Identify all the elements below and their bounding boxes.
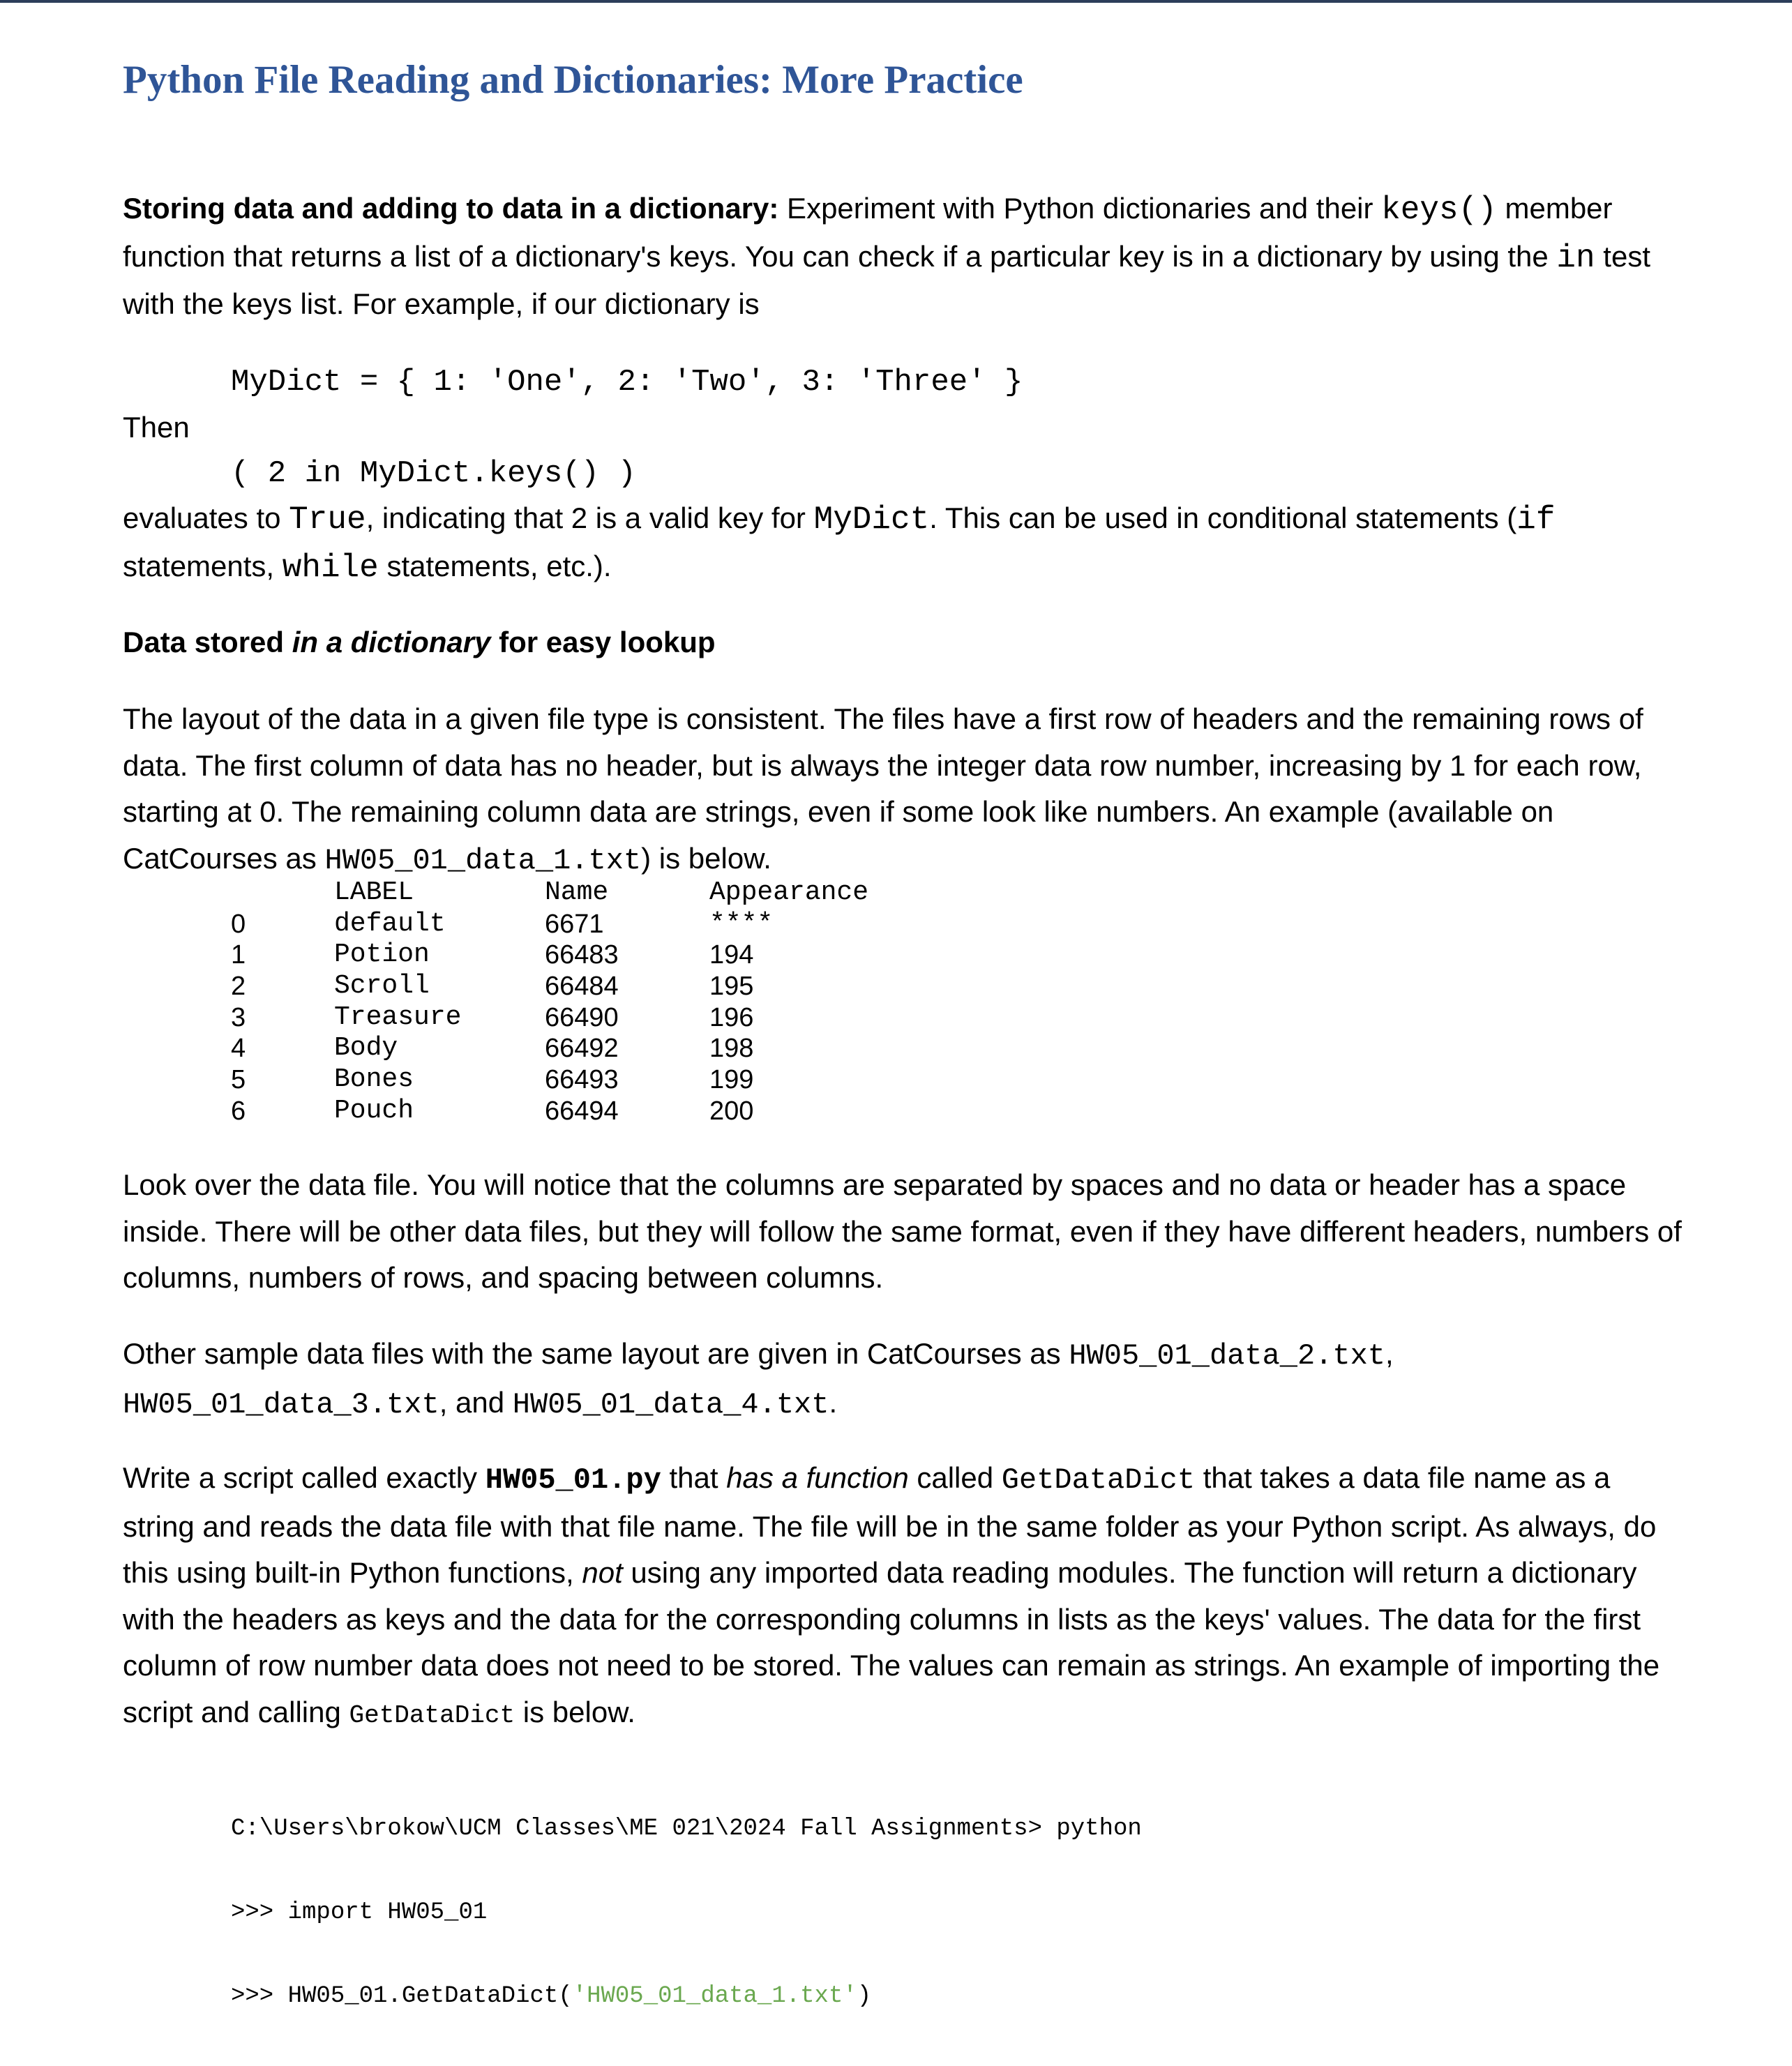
assignment-text: that takes a data file name as a string and reads the data file with that file name. The file will be in the same folder as your Python script. As always, do this using built-in Python functions,	[123, 1461, 1657, 1589]
assignment-text: Write a script called exactly	[123, 1461, 485, 1494]
then-label: Then	[123, 411, 190, 444]
terminal-text: )	[857, 1983, 872, 2010]
assignment-italic: has a function	[726, 1461, 909, 1494]
terminal-line	[231, 1982, 1142, 2010]
layout-paragraph	[123, 696, 1685, 884]
table-header-cell: Name	[545, 877, 609, 907]
example-test-code: ( 2 in MyDict.keys() )	[231, 456, 636, 491]
page-title: Python File Reading and Dictionaries: More Practice	[123, 58, 1023, 102]
dictionary-intro-paragraph	[123, 186, 1685, 328]
if-code: if	[1516, 502, 1556, 538]
table-cell: Potion	[334, 940, 430, 970]
heading-italic: in a dictionary	[292, 626, 491, 658]
table-cell: 66494	[545, 1096, 619, 1126]
table-cell: 66484	[545, 972, 619, 1002]
in-code: in	[1556, 239, 1595, 276]
terminal-line: >>> import HW05_01	[231, 1899, 488, 1926]
table-cell: default	[334, 908, 446, 939]
table-cell: 2	[231, 972, 246, 1002]
eval-text: evaluates to	[123, 502, 289, 534]
table-cell: ****	[709, 908, 774, 939]
file-code: HW05_01_data_3.txt	[123, 1387, 439, 1422]
assignment-italic: not	[582, 1556, 623, 1589]
table-cell: 3	[231, 1002, 246, 1032]
assignment-text: is below.	[515, 1695, 635, 1728]
table-cell: 0	[231, 909, 246, 939]
assignment-text: that	[661, 1461, 727, 1494]
table-header-cell: LABEL	[334, 877, 414, 907]
layout-text: The layout of the data in a given file type is consistent. The files have a first row of headers and the remaining rows of data. The first column of data has no header, but is always the integer data row number, increasing by 1 for each row, starting at 0. The remaining column data are strings, even if some look like numbers. An example (available on CatCourses as	[123, 702, 1643, 875]
table-cell: 4	[231, 1034, 246, 1064]
table-cell: 1	[231, 940, 246, 970]
intro-text: member function that returns a list of a dictionary's keys. You can check if a particular key is in a dictionary by using the	[123, 192, 1613, 273]
script-name-code: HW05_01.py	[485, 1463, 661, 1497]
true-code: True	[289, 502, 366, 538]
while-code: while	[282, 549, 379, 586]
example-dict-code: MyDict = { 1: 'One', 2: 'Two', 3: 'Three' }	[231, 365, 1023, 400]
eval-text: statements,	[123, 549, 283, 582]
other-text: Other sample data files with the same layout are given in CatCourses as	[123, 1337, 1069, 1370]
top-border	[0, 0, 1792, 3]
other-files-paragraph	[123, 1331, 1685, 1428]
file-code: HW05_01_data_4.txt	[512, 1387, 829, 1422]
eval-text: , indicating that 2 is a valid key for	[366, 502, 814, 534]
eval-text: . This can be used in conditional statements (	[929, 502, 1517, 534]
lookup-heading	[123, 619, 1685, 666]
mydict-code: MyDict	[813, 502, 930, 538]
table-cell: 6671	[545, 909, 604, 939]
terminal-text: >>> HW05_01.GetDataDict(	[231, 1983, 573, 2010]
evaluates-paragraph	[123, 495, 1685, 591]
intro-text: test with the keys list. For example, if our dictionary is	[123, 239, 1651, 320]
table-cell: 66483	[545, 940, 619, 970]
function-name-code: GetDataDict	[1001, 1463, 1196, 1497]
table-cell: Bones	[334, 1064, 414, 1095]
other-text: , and	[439, 1385, 513, 1419]
other-text: .	[829, 1385, 838, 1419]
data-file-code: HW05_01_data_1.txt	[324, 843, 642, 877]
table-cell: 200	[709, 1096, 754, 1126]
terminal-string: 'HW05_01_data_1.txt'	[572, 1983, 857, 2010]
table-cell: Pouch	[334, 1095, 414, 1126]
table-cell: 66490	[545, 1002, 619, 1032]
assignment-text: using any imported data reading modules. The function will return a dictionary with the headers as keys and the data for the corresponding columns in lists as the keys' values. The data for the first column of row number data does not need to be stored. The values can remain as strings. An example of importing the script and calling	[123, 1556, 1660, 1728]
table-cell: 194	[709, 940, 754, 970]
file-code: HW05_01_data_2.txt	[1069, 1339, 1386, 1373]
table-cell: 198	[709, 1034, 754, 1064]
intro-text: Experiment with Python dictionaries and their	[778, 192, 1382, 225]
table-cell: 196	[709, 1002, 754, 1032]
table-cell: Body	[334, 1033, 398, 1064]
function-name-code: GetDataDict	[349, 1701, 515, 1730]
table-cell: Scroll	[334, 971, 430, 1002]
table-cell: Treasure	[334, 1002, 462, 1032]
look-over-paragraph: Look over the data file. You will notice that the columns are separated by spaces and no data or header has a space inside. There will be other data files, but they will follow the same format, even if they have different headers, numbers of columns, numbers of rows, and spacing between columns.	[123, 1168, 1682, 1294]
table-cell: 66492	[545, 1034, 619, 1064]
table-cell: 195	[709, 972, 754, 1002]
layout-text: ) is below.	[641, 841, 771, 875]
terminal-example	[231, 1759, 1142, 2066]
heading-text: Data stored	[123, 626, 292, 658]
eval-text: statements, etc.).	[378, 549, 612, 582]
keys-code: keys()	[1381, 192, 1497, 228]
section-heading: Storing data and adding to data in a dictionary:	[123, 192, 779, 225]
table-cell: 5	[231, 1065, 246, 1095]
table-cell: 6	[231, 1096, 246, 1126]
table-cell: 66493	[545, 1065, 619, 1095]
heading-text: for easy lookup	[490, 626, 716, 658]
assignment-text: called	[908, 1461, 1002, 1494]
other-text: ,	[1385, 1337, 1394, 1370]
table-cell: 199	[709, 1065, 754, 1095]
terminal-line: C:\Users\brokow\UCM Classes\ME 021\2024 Fall Assignments> python	[231, 1816, 1142, 1842]
table-header-cell: Appearance	[709, 877, 869, 907]
assignment-paragraph	[123, 1455, 1685, 1739]
